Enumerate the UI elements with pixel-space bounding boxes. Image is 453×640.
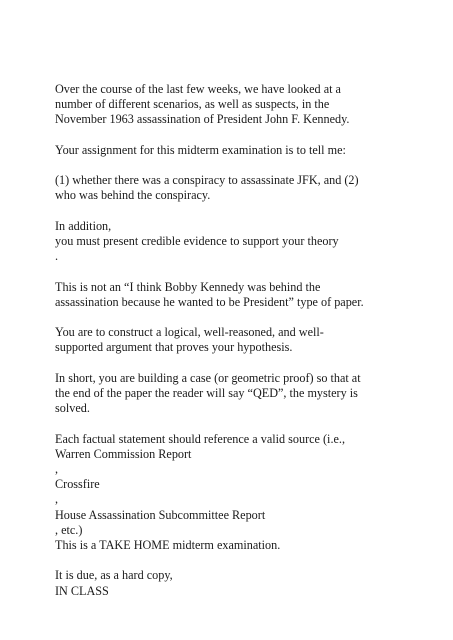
paragraph-evidence <box>55 219 445 265</box>
text-line: Crossfire <box>55 477 100 492</box>
paragraph-sources <box>55 432 445 554</box>
text-line: IN CLASS <box>55 583 109 598</box>
paragraph-case <box>55 371 445 417</box>
document-body <box>55 82 445 599</box>
paragraph-not-opinion <box>55 280 445 310</box>
text-line: number of different scenarios, as well as suspects, in the <box>55 97 330 112</box>
text-line: you must present credible evidence to support your theory <box>55 233 339 248</box>
text-line: , <box>55 492 59 507</box>
text-line: You are to construct a logical, well-reasoned, and well- <box>55 325 324 340</box>
text-line: Each factual statement should reference a valid source (i.e., <box>55 431 345 446</box>
paragraph-due <box>55 568 445 598</box>
text-line: House Assassination Subcommittee Report <box>55 507 266 522</box>
text-line: solved. <box>55 401 90 416</box>
text-line: the end of the paper the reader will say “QED”, the mystery is <box>55 385 358 400</box>
paragraph-assignment <box>55 143 445 158</box>
text-line: Warren Commission Report <box>55 446 192 461</box>
paragraph-questions <box>55 173 445 203</box>
text-line: This is a TAKE HOME midterm examination. <box>55 537 281 552</box>
text-line: Your assignment for this midterm examination is to tell me: <box>55 142 346 157</box>
paragraph-intro <box>55 82 445 128</box>
paragraph-argument <box>55 325 445 355</box>
text-line: supported argument that proves your hypothesis. <box>55 340 293 355</box>
text-line: (1) whether there was a conspiracy to assassinate JFK, and (2) <box>55 173 359 188</box>
text-line: In short, you are building a case (or geometric proof) so that at <box>55 370 361 385</box>
text-line: . <box>55 249 59 264</box>
text-line: It is due, as a hard copy, <box>55 568 173 583</box>
text-line: This is not an “I think Bobby Kennedy was behind the <box>55 279 321 294</box>
text-line: , etc.) <box>55 522 83 537</box>
text-line: who was behind the conspiracy. <box>55 188 211 203</box>
text-line: assassination because he wanted to be President” type of paper. <box>55 294 364 309</box>
text-line: November 1963 assassination of President John F. Kennedy. <box>55 112 350 127</box>
text-line: , <box>55 461 59 476</box>
text-line: Over the course of the last few weeks, we have looked at a <box>55 82 341 96</box>
text-line: In addition, <box>55 218 112 233</box>
